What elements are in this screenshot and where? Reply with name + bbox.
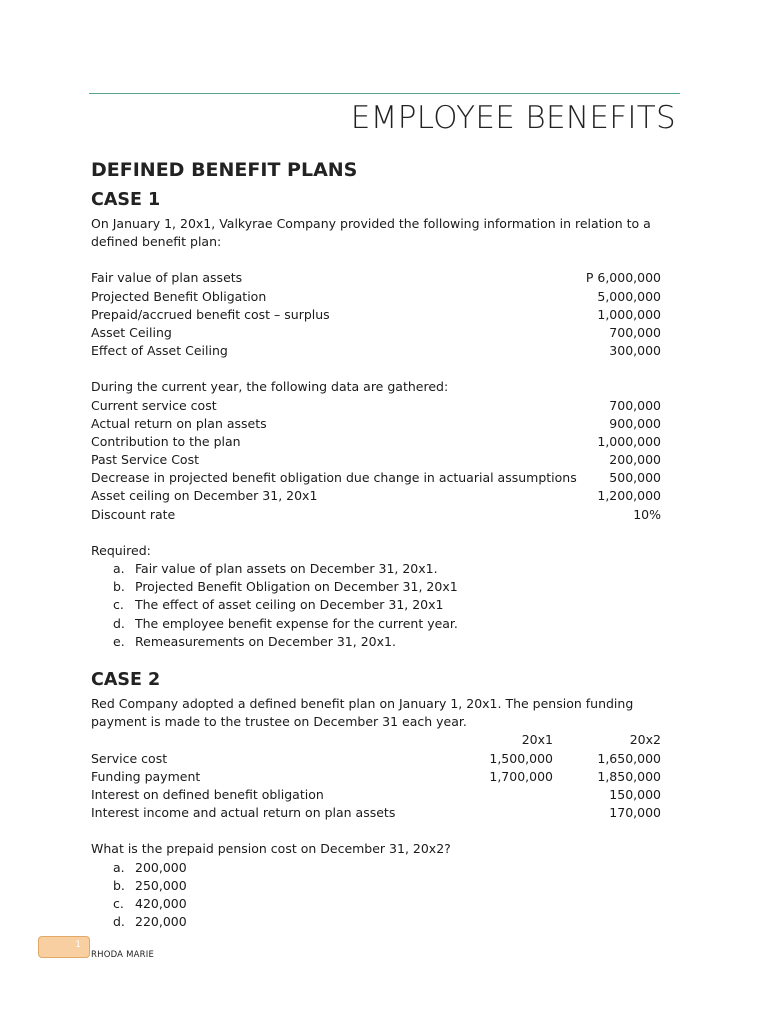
required-list — [91, 560, 661, 651]
case2-row: Interest on defined benefit obligation 150,000 — [91, 786, 661, 802]
document-title: EMPLOYEE BENEFITS — [350, 100, 676, 136]
case1-data-row: Current service cost 700,000 — [91, 397, 661, 413]
case1-data-row: Actual return on plan assets 900,000 — [91, 415, 661, 431]
choices-list — [91, 859, 661, 932]
required-item: e. Remeasurements on December 31, 20x1. — [113, 633, 396, 649]
case1-item-row: Fair value of plan assets P 6,000,000 — [91, 270, 661, 286]
case1-item-row: Asset Ceiling 700,000 — [91, 324, 661, 340]
case2-header-row — [91, 731, 661, 749]
case2-question: What is the prepaid pension cost on December 31, 20x2? — [91, 841, 451, 857]
case2-table — [91, 731, 661, 822]
page-number-tab — [38, 936, 90, 958]
required-label: Required: — [91, 542, 151, 558]
case2-row: Service cost 1,500,000 1,650,000 — [91, 750, 661, 766]
case1-data-row: Asset ceiling on December 31, 20x1 1,200,000 — [91, 488, 661, 504]
document-body — [91, 157, 661, 931]
case1-data-row: Decrease in projected benefit obligation due change in actuarial assumptions 500,000 — [91, 470, 661, 486]
required-item: c. The effect of asset ceiling on December 31, 20x1 — [113, 597, 444, 613]
case1-title: CASE 1 — [91, 190, 161, 210]
case2-intro: Red Company adopted a defined benefit plan on January 1, 20x1. The pension funding payment is made to the trustee on December 31 each year. — [91, 696, 634, 730]
case1-data-items — [91, 397, 661, 524]
choice-item: a. 200,000 — [113, 859, 187, 875]
page-number: 1 — [75, 940, 81, 950]
case1-intro: On January 1, 20x1, Valkyrae Company provided the following information in relation to a defined benefit plan: — [91, 216, 651, 250]
case1-item-row: Effect of Asset Ceiling 300,000 — [91, 343, 661, 359]
case1-data-row: Discount rate 10% — [91, 506, 661, 522]
footer-author: RHODA MARIE — [91, 950, 155, 960]
case2-row: Interest income and actual return on plan assets 170,000 — [91, 805, 661, 821]
choice-item: d. 220,000 — [113, 914, 187, 930]
required-item: a. Fair value of plan assets on December 31, 20x1. — [113, 561, 438, 577]
case1-item-row: Projected Benefit Obligation 5,000,000 — [91, 288, 661, 304]
case2-row: Funding payment 1,700,000 1,850,000 — [91, 768, 661, 784]
choice-item: b. 250,000 — [113, 877, 187, 893]
case1-data-row: Contribution to the plan 1,000,000 — [91, 433, 661, 449]
case1-item-row: Prepaid/accrued benefit cost – surplus 1,000,000 — [91, 306, 661, 322]
section-title: DEFINED BENEFIT PLANS — [91, 159, 358, 181]
choice-item: c. 420,000 — [113, 895, 187, 911]
case1-items — [91, 269, 661, 360]
required-item: d. The employee benefit expense for the current year. — [113, 615, 458, 631]
case1-data-row: Past Service Cost 200,000 — [91, 452, 661, 468]
header-rule — [89, 93, 680, 94]
col-header-20x2: 20x2 — [629, 732, 661, 748]
case1-data-intro: During the current year, the following data are gathered: — [91, 379, 449, 395]
col-header-20x1: 20x1 — [521, 732, 553, 748]
required-item: b. Projected Benefit Obligation on December 31, 20x1 — [113, 579, 458, 595]
case2-title: CASE 2 — [91, 670, 161, 690]
